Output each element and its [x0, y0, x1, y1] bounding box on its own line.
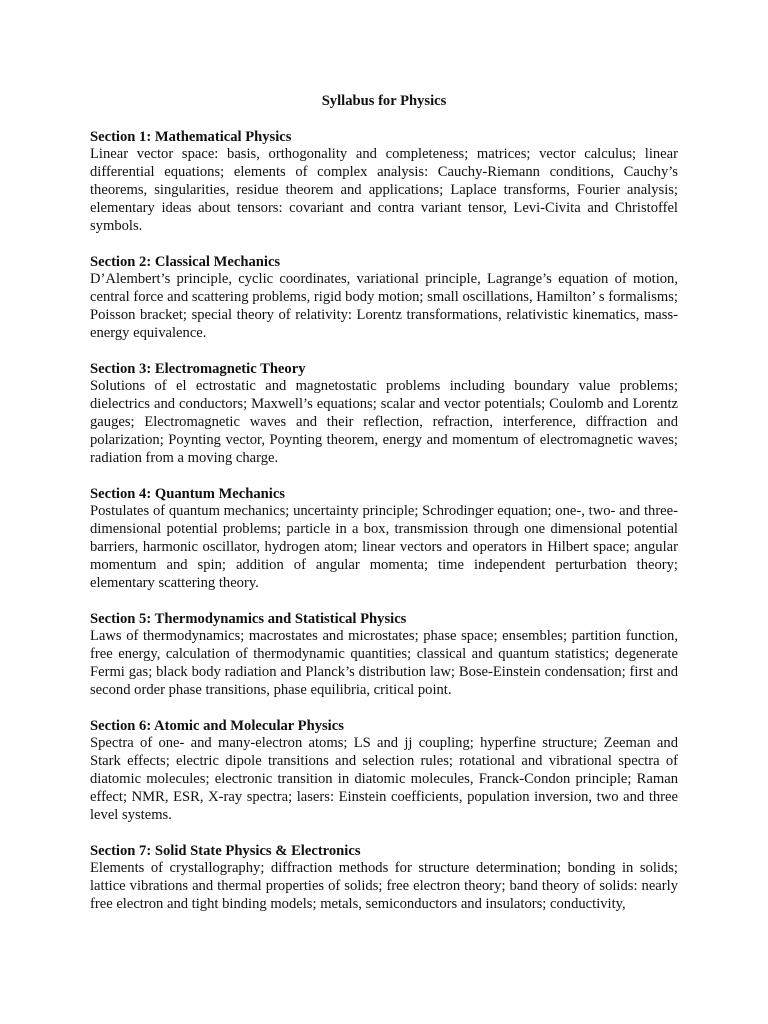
- section-quantum-mechanics: [90, 485, 678, 593]
- document-page: [90, 92, 678, 932]
- section-body: Postulates of quantum mechanics; uncertainty principle; Schrodinger equation; one-, two- and three-dimensional potential problems; particle in a box, transmission through one dimensional potential barriers, harmonic oscillator, hydrogen atom; linear vectors and operators in Hilbert space; angular momentum and spin; addition of angular momenta; time independent perturbation theory; elementary scattering theory.: [90, 503, 678, 591]
- section-heading: Section 6: Atomic and Molecular Physics: [90, 718, 344, 735]
- section-heading: Section 2: Classical Mechanics: [90, 254, 281, 271]
- section-body: D’Alembert’s principle, cyclic coordinates, variational principle, Lagrange’s equation of motion, central force and scattering problems, rigid body motion; small oscillations, Hamilton’ s formalisms; Poisson bracket; special theory of relativity: Lorentz transformations, relativistic kinematics, mass-energy equivalence.: [90, 271, 678, 341]
- section-classical-mechanics: [90, 253, 678, 343]
- section-body: Elements of crystallography; diffraction methods for structure determination; bonding in solids; lattice vibrations and thermal properties of solids; free electron theory; band theory of solids: nearly free electron and tight binding models; metals, semiconductors and insulators; conductivity,: [90, 860, 678, 913]
- section-atomic-molecular-physics: [90, 717, 678, 825]
- section-solid-state-physics-electronics: [90, 842, 678, 914]
- section-body: Laws of thermodynamics; macrostates and microstates; phase space; ensembles; partition function, free energy, calculation of thermodynamic quantities; classical and quantum statistics; degenerate Fermi gas; black body radiation and Planck’s distribution law; Bose-Einstein condensation; first and second order phase transitions, phase equilibria, critical point.: [90, 628, 678, 698]
- section-mathematical-physics: [90, 128, 678, 236]
- section-heading: Section 7: Solid State Physics & Electronics: [90, 843, 361, 860]
- section-heading: Section 5: Thermodynamics and Statistical Physics: [90, 611, 407, 628]
- section-electromagnetic-theory: [90, 360, 678, 468]
- section-body: Solutions of el ectrostatic and magnetostatic problems including boundary value problems; dielectrics and conductors; Maxwell’s equations; scalar and vector potentials; Coulomb and Lorentz gauges; Electromagnetic waves and their reflection, refraction, interference, diffraction and polarization; Poynting vector, Poynting theorem, energy and momentum of electromagnetic waves; radiation from a moving charge.: [90, 378, 678, 466]
- section-heading: Section 3: Electromagnetic Theory: [90, 361, 306, 378]
- section-body: Linear vector space: basis, orthogonality and completeness; matrices; vector calculus; linear differential equations; elements of complex analysis: Cauchy-Riemann conditions, Cauchy’s theorems, singularities, residue theorem and applications; Laplace transforms, Fourier analysis; elementary ideas about tensors: covariant and contra variant tensor, Levi-Civita and Christoffel symbols.: [90, 146, 678, 234]
- section-heading: Section 1: Mathematical Physics: [90, 129, 292, 145]
- section-heading: Section 4: Quantum Mechanics: [90, 486, 285, 503]
- section-body: Spectra of one- and many-electron atoms; LS and jj coupling; hyperfine structure; Zeeman and Stark effects; electric dipole transitions and selection rules; rotational and vibrational spectra of diatomic molecules; electronic transition in diatomic molecules, Franck-Condon principle; Raman effect; NMR, ESR, X-ray spectra; lasers: Einstein coefficients, population inversion, two and three level systems.: [90, 735, 678, 823]
- document-title: Syllabus for Physics: [321, 93, 447, 109]
- section-thermodynamics-statistical-physics: [90, 610, 678, 700]
